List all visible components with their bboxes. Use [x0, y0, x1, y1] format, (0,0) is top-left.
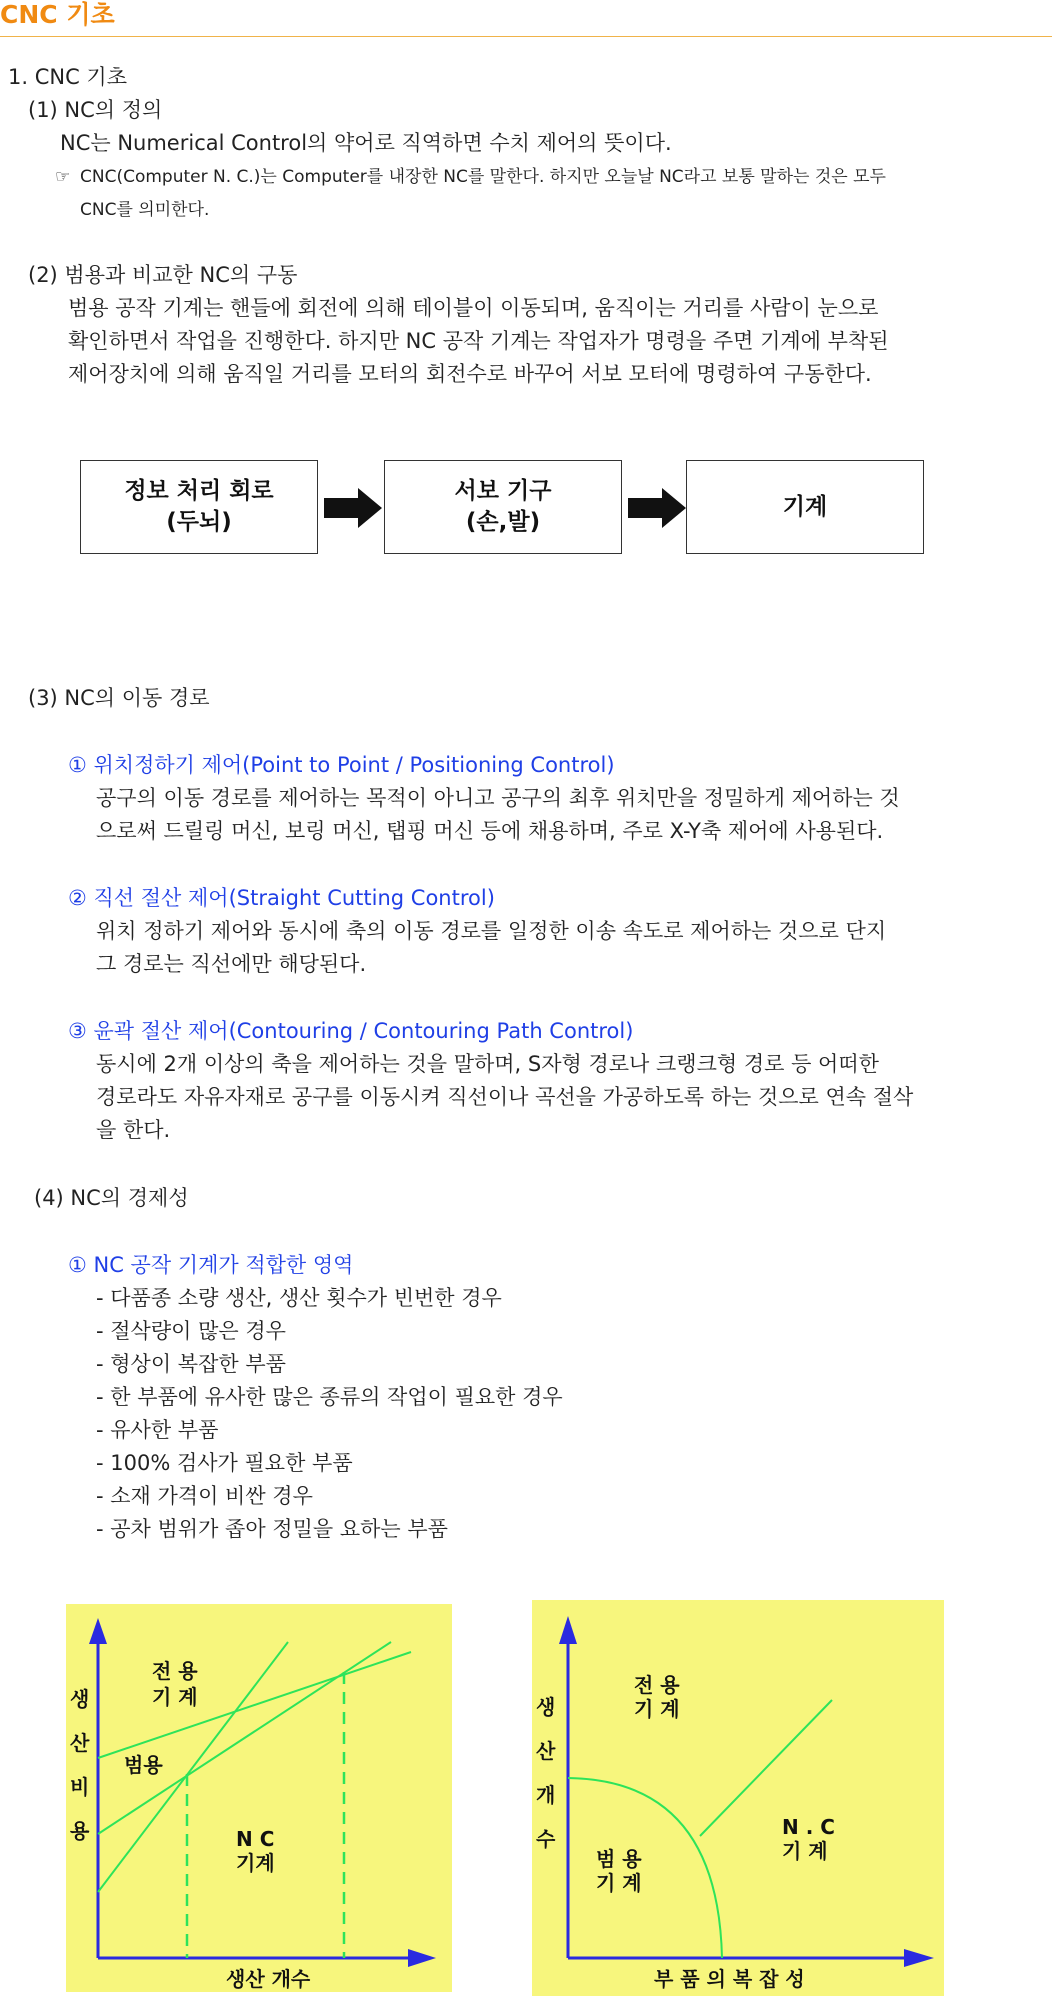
path-item2-line2: 그 경로는 직선에만 해당된다.: [96, 952, 367, 976]
label-nc: 기계: [236, 1851, 275, 1875]
drive-text-line1: 범용 공작 기계는 핸들에 회전에 의해 테이블이 이동되며, 움직이는 거리를 사람이 눈으로: [68, 296, 879, 320]
path-item1-title: ① 위치정하기 제어(Point to Point / Positioning Control): [68, 753, 615, 777]
page-title-text: CNC 기초: [0, 0, 115, 29]
subsection-heading-definition: (1) NC의 정의: [28, 98, 163, 122]
label-general: 범 용: [596, 1847, 642, 1871]
flow-arrow-right-icon: [626, 486, 688, 530]
y-label-char: 생: [70, 1687, 90, 1711]
path-item3-line1: 동시에 2개 이상의 축을 제어하는 것을 말하며, S자형 경로나 크랭크형 경로 등 어떠한: [96, 1052, 879, 1076]
flow-box-machine: [686, 460, 924, 554]
flow-arrow-right-icon: [322, 486, 384, 530]
label-dedicated: 기 계: [634, 1697, 680, 1721]
y-label-char: 생: [536, 1695, 556, 1719]
y-label-char: 산: [536, 1739, 556, 1763]
note-text-line2: CNC를 의미한다.: [80, 200, 210, 220]
note-text-line1: CNC(Computer N. C.)는 Computer를 내장한 NC를 말한다. 하지만 오늘날 NC라고 보통 말하는 것은 모두: [80, 167, 886, 187]
flow-box-processing-line1: 정보 처리 회로: [124, 478, 274, 504]
x-axis-label: 생산 개수: [226, 1967, 311, 1991]
list-item: - 절삭량이 많은 경우: [96, 1319, 286, 1343]
page-title: [0, 0, 1052, 37]
y-label-char: 용: [70, 1819, 90, 1843]
drive-text-line3: 제어장치에 의해 움직일 거리를 모터의 회전수로 바꾸어 서보 모터에 명령하여 구동한다.: [68, 362, 872, 386]
path-item2-title: ② 직선 절산 제어(Straight Cutting Control): [68, 886, 495, 910]
economy-item1-title: ① NC 공작 기계가 적합한 영역: [68, 1253, 354, 1277]
list-item: - 한 부품에 유사한 많은 종류의 작업이 필요한 경우: [96, 1385, 563, 1409]
flow-box-servo: [384, 460, 622, 554]
list-item: - 유사한 부품: [96, 1418, 219, 1442]
path-item3-line3: 을 한다.: [96, 1118, 171, 1142]
flow-box-servo-line2: (손,발): [465, 509, 541, 535]
flow-box-processing: [80, 460, 318, 554]
label-general: 범용: [124, 1753, 163, 1777]
y-label-char: 비: [70, 1775, 90, 1799]
label-general: 기 계: [596, 1871, 642, 1895]
list-item: - 공차 범위가 좁아 정밀을 요하는 부품: [96, 1517, 448, 1541]
definition-text: NC는 Numerical Control의 약어로 직역하면 수치 제어의 뜻이다.: [60, 131, 672, 155]
diagram-background: [66, 1604, 452, 1992]
list-item: - 다품종 소량 생산, 생산 횟수가 빈번한 경우: [96, 1286, 502, 1310]
subsection-heading-path: (3) NC의 이동 경로: [28, 686, 210, 710]
y-label-char: 산: [70, 1731, 90, 1755]
flow-box-processing-line2: (두뇌): [166, 509, 232, 535]
label-dedicated: 기 계: [152, 1685, 198, 1709]
path-item1-line1: 공구의 이동 경로를 제어하는 목적이 아니고 공구의 최후 위치만을 정밀하게 제어하는 것: [96, 786, 900, 810]
list-item: - 100% 검사가 필요한 부품: [96, 1451, 353, 1475]
label-nc: 기 계: [782, 1839, 828, 1863]
label-dedicated: 전 용: [152, 1659, 198, 1683]
label-dedicated: 전 용: [634, 1673, 680, 1697]
y-label-char: 수: [536, 1827, 556, 1851]
label-nc: N C: [236, 1827, 275, 1851]
label-nc: N . C: [782, 1815, 835, 1839]
path-item3-title: ③ 윤곽 절산 제어(Contouring / Contouring Path Control): [68, 1019, 634, 1043]
y-label-char: 개: [536, 1783, 556, 1807]
path-item2-line1: 위치 정하기 제어와 동시에 축의 이동 경로를 일정한 이송 속도로 제어하는 것으로 단지: [96, 919, 887, 943]
subsection-heading-drive: (2) 범용과 비교한 NC의 구동: [28, 263, 298, 287]
path-item1-line2: 으로써 드릴링 머신, 보링 머신, 탭핑 머신 등에 채용하며, 주로 X-Y축 제어에 사용된다.: [96, 819, 884, 843]
cost-vs-quantity-diagram: [66, 1604, 452, 1992]
list-item: - 형상이 복잡한 부품: [96, 1352, 286, 1376]
flow-box-servo-line1: 서보 기구: [454, 478, 552, 504]
x-axis-label: 부 품 의 복 잡 성: [654, 1967, 805, 1991]
note-hand-icon: ☞: [55, 167, 71, 187]
quantity-vs-complexity-diagram: [532, 1600, 944, 1996]
drive-text-line2: 확인하면서 작업을 진행한다. 하지만 NC 공작 기계는 작업자가 명령을 주면 기계에 부착된: [68, 329, 889, 353]
path-item3-line2: 경로라도 자유자재로 공구를 이동시켜 직선이나 곡선을 가공하도록 하는 것으로 연속 절삭: [96, 1085, 914, 1109]
flow-box-machine-label: 기계: [782, 493, 828, 520]
list-item: - 소재 가격이 비싼 경우: [96, 1484, 313, 1508]
subsection-heading-economy: (4) NC의 경제성: [34, 1186, 189, 1210]
section-heading: 1. CNC 기초: [8, 65, 127, 89]
